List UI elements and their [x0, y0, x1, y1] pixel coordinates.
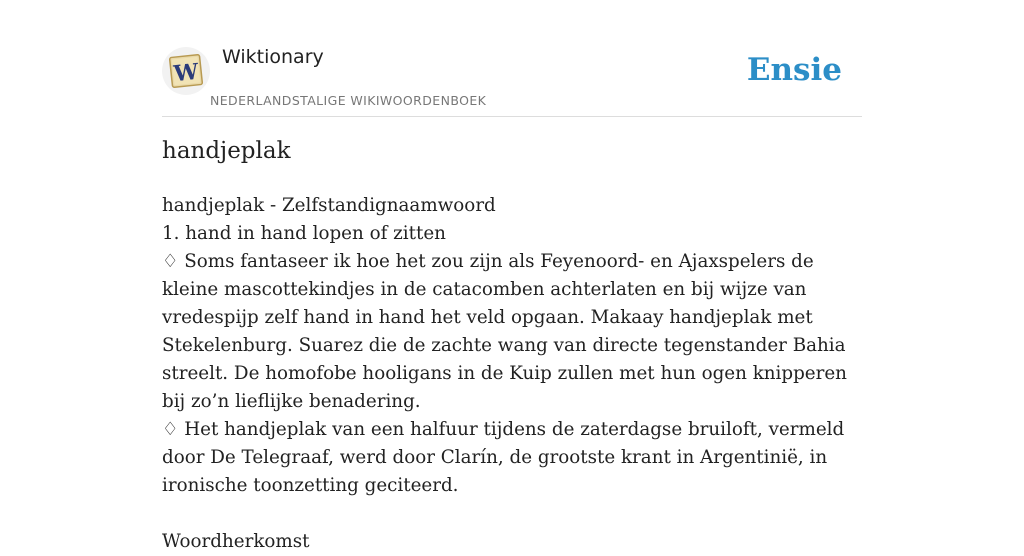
definition: 1. hand in hand lopen of zitten: [162, 223, 446, 244]
spacer: [162, 500, 866, 528]
example-sentence: ♢ Soms fantaseer ik hoe het zou zijn als Feyenoord- en Ajaxspelers de kleine mascottekindjes in de catacomben achterlaten en bij wijze van vredespijp zelf hand in hand het veld opgaan. Makaay handjeplak met Stekelenburg. Suarez die de zachte wang van directe tegenstander Bahia streelt. De homofobe hooligans in de Kuip zullen met hun ogen knipperen bij zo’n lieflijke benadering.: [162, 251, 847, 412]
site-header: [162, 0, 862, 117]
word-type-line: handjeplak - Zelfstandignaamwoord: [162, 195, 496, 216]
page-title: handjeplak: [162, 138, 291, 164]
site-name[interactable]: Wiktionary: [222, 46, 324, 68]
svg-text:W: W: [172, 58, 200, 88]
section-heading-etymology: Woordherkomst: [162, 531, 310, 552]
ensie-brand-link[interactable]: Ensie: [746, 52, 842, 88]
example-sentence: ♢ Het handjeplak van een halfuur tijdens de zaterdagse bruiloft, vermeld door De Telegraaf, werd door Clarín, de grootste krant in Argentinië, in ironische toonzetting geciteerd.: [162, 419, 845, 496]
site-subtitle: NEDERLANDSTALIGE WIKIWOORDENBOEK: [210, 93, 487, 108]
entry-content: [162, 192, 866, 556]
wiktionary-logo-icon[interactable]: [162, 47, 210, 95]
